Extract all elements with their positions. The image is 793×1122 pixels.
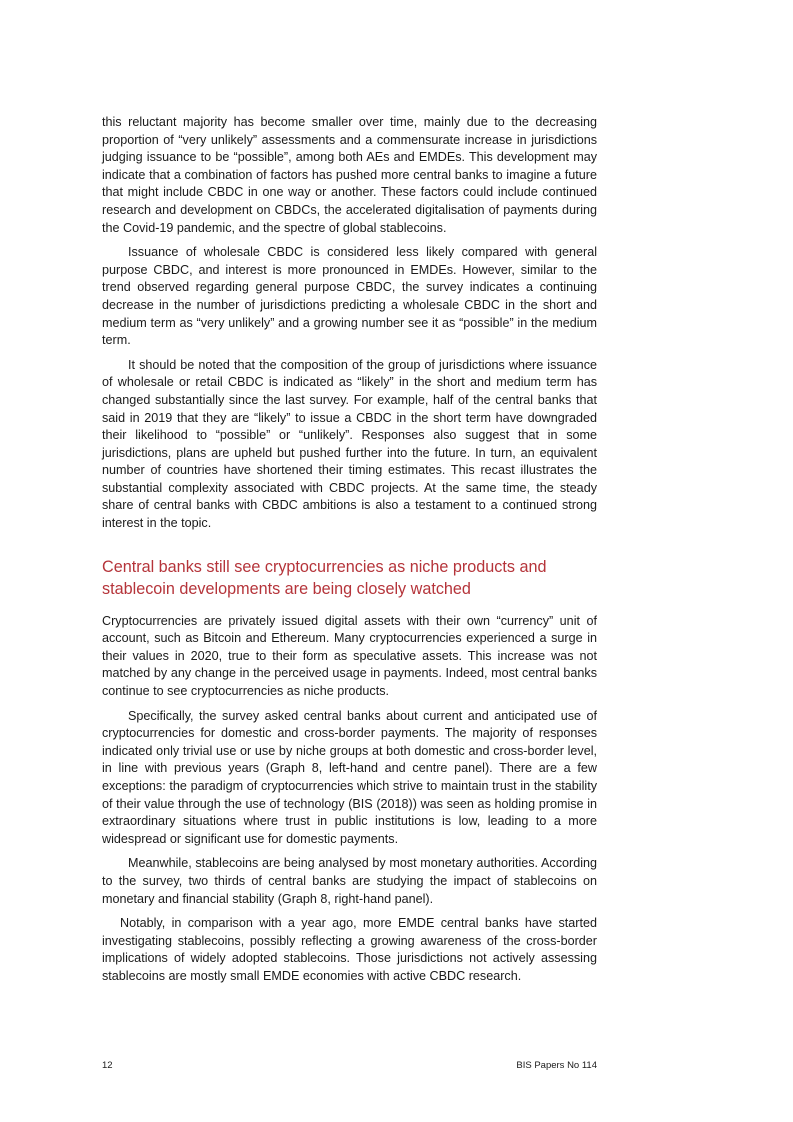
section-heading: Central banks still see cryptocurrencies as niche products and stablecoin developments are being closely watched — [102, 557, 547, 598]
paragraph-wholesale-cbdc: Issuance of wholesale CBDC is considered less likely compared with general purpose CBDC, and interest is more pronounced in EMDEs. However, similar to the trend observed regarding general purpose CBDC, the survey indicates a continuing decrease in the number of jurisdictions predicting a wholesale CBDC in the short and medium term as “very unlikely” and a growing number see it as “possible” in the medium term. — [102, 245, 597, 348]
paragraph-cryptocurrencies-definition: Cryptocurrencies are privately issued digital assets with their own “currency” unit of account, such as Bitcoin and Ethereum. Many cryptocurrencies experienced a surge in their values in 2020, true to their form as speculative assets. This increase was not matched by any change in the perceived usage in payments. Indeed, most central banks continue to see cryptocurrencies as niche products. — [102, 613, 597, 699]
paragraph-composition-change: It should be noted that the composition of the group of jurisdictions where issuance of wholesale or retail CBDC is indicated as “likely” in the short and medium term has changed substantially since the last survey. For example, half of the central banks that said in 2019 that they are “likely” to issue a CBDC in the short term have downgraded their likelihood to “possible” or “unlikely”. Responses also suggest that in some jurisdictions, plans are upheld but pushed further into the future. In turn, an equivalent number of countries have shortened their timing estimates. This recast illustrates the substantial complexity associated with CBDC projects. At the same time, the steady share of central banks with CBDC ambitions is also a testament to a continued strong interest in the topic. — [102, 357, 597, 531]
paragraph-emde-stablecoins: Notably, in comparison with a year ago, more EMDE central banks have started investigating stablecoins, possibly reflecting a growing awareness of the cross-border implications of widely adopted stablecoins. Those jurisdictions not actively assessing stablecoins are mostly small EMDE economies with active CBDC research. — [102, 916, 597, 983]
page-number: 12 — [102, 1060, 113, 1071]
page-body — [102, 114, 597, 993]
paragraph-survey-use: Specifically, the survey asked central banks about current and anticipated use of cryptocurrencies for domestic and cross-border payments. The majority of responses indicated only trivial use or use by niche groups at both domestic and cross-border level, in line with previous years (Graph 8, left-hand and centre panel). There are a few exceptions: the paradigm of cryptocurrencies which strive to maintain trust in the stability of their value through the use of technology (BIS (2018)) was seen as holding promise in extraordinary situations where trust in public institutions is low, leading to a more widespread or significant use for domestic payments. — [102, 708, 597, 846]
paragraph-stablecoins-analysed: Meanwhile, stablecoins are being analysed by most monetary authorities. According to the survey, two thirds of central banks are studying the impact of stablecoins on monetary and financial stability (Graph 8, right-hand panel). — [102, 856, 597, 906]
page-footer — [102, 1060, 597, 1071]
paragraph-reluctant-majority: this reluctant majority has become smaller over time, mainly due to the decreasing proportion of “very unlikely” assessments and a commensurate increase in jurisdictions judging issuance to be “possible”, among both AEs and EMDEs. This development may indicate that a combination of factors has pushed more central banks to imagine a future that might include CBDC in one way or another. These factors could include continued research and development on CBDCs, the accelerated digitalisation of payments during the Covid-19 pandemic, and the spectre of global stablecoins. — [102, 115, 597, 235]
publication-name: BIS Papers No 114 — [516, 1060, 597, 1071]
